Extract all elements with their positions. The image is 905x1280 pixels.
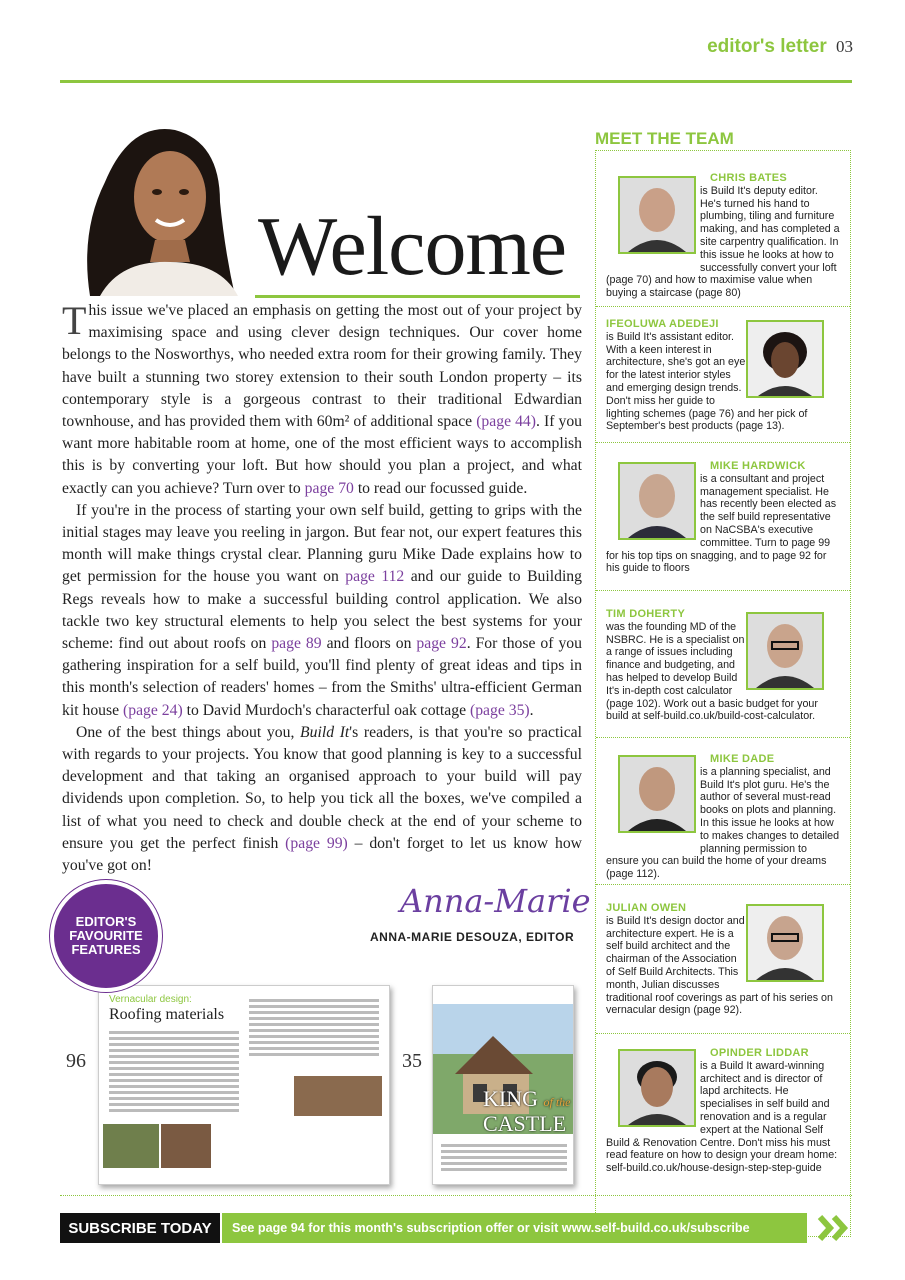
- member-name: JULIAN OWEN: [606, 902, 687, 914]
- magazine-name: Build It: [300, 723, 350, 741]
- letter-paragraph-1: [62, 300, 582, 500]
- team-member: [596, 608, 850, 733]
- page-link[interactable]: (page 35): [469, 701, 530, 719]
- subscribe-button[interactable]: SUBSCRIBE TODAY: [60, 1213, 220, 1243]
- feature-thumbnail-roofing[interactable]: [98, 985, 390, 1185]
- cottage-photo: [161, 1124, 211, 1168]
- double-chevron-right-icon: [815, 1213, 855, 1243]
- badge-line: FEATURES: [71, 942, 141, 957]
- text: If you're in the process of starting your own self build, getting to grips with the initial stages may leave you reeling in jargon. But fear not, our expert features this month will make things crystal clear. Planning guru Mike Dade explains how to get permission for the house you want on: [62, 501, 582, 586]
- signature: Anna-Marie: [400, 882, 591, 920]
- member-name: IFEOLUWA ADEDEJI: [606, 318, 719, 330]
- team-member: [596, 172, 850, 312]
- roof-photo: [294, 1076, 382, 1116]
- page-link[interactable]: (page 99): [285, 834, 348, 852]
- page-link[interactable]: page 89: [271, 635, 322, 653]
- welcome-heading: Welcome: [258, 200, 567, 293]
- member-divider: [596, 306, 850, 307]
- editor-portrait: [60, 112, 250, 296]
- team-member: [596, 1047, 850, 1187]
- member-name: MIKE DADE: [710, 753, 775, 765]
- member-bio: is Build It's deputy editor. He's turned his hand to plumbing, tiling and furniture making, and has completed a site carpentry qualification. In this issue he looks at how to successfully convert your loft (page 70) and how to maximise value when buying a staircase (page 80): [606, 184, 840, 300]
- member-bio: is Build It's assistant editor. With a keen interest in architecture, she's got an eye for the latest interior styles and emerging design trends. Don't miss her guide to lighting schemes (page 76) and her pick of September's best products (page 13).: [606, 330, 808, 433]
- text: – don't forget to let us know how you've got on!: [62, 834, 583, 875]
- text: to David Murdoch's characterful oak cottage: [182, 701, 470, 719]
- editors-letter: [62, 300, 582, 877]
- page-link[interactable]: (page 44): [476, 413, 537, 431]
- text: his issue we've placed an emphasis on getting the most out of your project by maximising space and using clever design techniques. Our cover home belongs to the Nosworthys, who needed extra room for their growing family. They have built a stunning two storey extension to their south London property – its contemporary style is a gorgeous contrast to their traditional Edwardian townhouse, and has provided them with 60m² of additional space: [62, 302, 582, 431]
- letter-paragraph-2: [62, 500, 582, 722]
- text: 's readers, is that you're so practical with regards to your projects. You know that good planning is key to a successful development and that taking an organised approach to your build will pay dividends upon completion. So, to help you tick all the boxes, we've compiled a list of what you need to check and double check at the end of your scheme to ensure you get the perfect finish: [62, 723, 582, 852]
- welcome-underline: [255, 295, 580, 298]
- member-divider: [596, 590, 850, 591]
- member-photo: [746, 612, 824, 690]
- text-column: [441, 1141, 567, 1174]
- member-bio: was the founding MD of the NSBRC. He is a specialist on a range of issues including finance and budgeting, and has helped to develop Build It's in-depth cost calculator (page 102). Work out a basic budget for your build at self-build.co.uk/build-cost-calculator.: [606, 620, 818, 723]
- section-title: editor's letter: [707, 36, 827, 57]
- feature-page-number: 96: [66, 1050, 86, 1072]
- team-member: [596, 460, 850, 590]
- page-link[interactable]: (page 24): [123, 701, 183, 719]
- text: . For those of you gathering inspiration for a self build, you'll find plenty of great ideas and tips in this month's selection of readers' homes – from the Smiths' ultra-efficient German kit house: [62, 635, 582, 719]
- feature-page-number: 35: [402, 1050, 422, 1072]
- page-link[interactable]: page 92: [416, 635, 467, 653]
- member-bio: is Build It's design doctor and architecture expert. He is a self build architect and the chairman of the Association of Self Build Architects. This month, Julian discusses traditional roof coverings as part of his series on vernacular design (page 92).: [606, 914, 833, 1017]
- text: One of the best things about you,: [76, 723, 301, 741]
- footer-divider: [60, 1195, 852, 1196]
- member-photo: [618, 176, 696, 254]
- badge-line: EDITOR'S: [75, 914, 137, 929]
- page-number: 03: [836, 37, 853, 56]
- member-bio: is a consultant and project management specialist. He has recently been elected as the self build representative on NaCSBA's executive committee. Turn to page 99 for his top tips on snagging, and to page 92 for his guide to floors: [606, 472, 837, 575]
- page-link[interactable]: page 112: [345, 568, 405, 586]
- top-divider: [60, 80, 852, 83]
- text-column: [109, 1028, 239, 1115]
- text: . If you want more habitable room at home, one of the most efficient ways to accomplish this is by converting your loft. But how should you plan a project, and what exactly can you achieve? Turn over to: [62, 413, 583, 497]
- member-divider: [596, 737, 850, 738]
- badge-line: FAVOURITE: [69, 928, 143, 943]
- member-name: CHRIS BATES: [710, 172, 788, 184]
- member-bio: is a Build It award-winning architect and is director of lapd architects. He specialises in self build and renovation and is a regular expert at the National Self Build & Renovation Centre. Don't miss his must read feature on how to design your dream home: self-build.co.uk/house-design-step-step-guide: [606, 1059, 838, 1175]
- member-divider: [596, 1033, 850, 1034]
- member-divider: [596, 442, 850, 443]
- favourite-features-badge: [50, 880, 162, 992]
- member-photo: [746, 320, 824, 398]
- subscribe-offer-text[interactable]: See page 94 for this month's subscription offer or visit www.self-build.co.uk/subscribe: [222, 1213, 807, 1243]
- member-photo: [618, 1049, 696, 1127]
- thatch-photo: [103, 1124, 159, 1168]
- member-name: TIM DOHERTY: [606, 608, 686, 620]
- feature-thumbnail-castle[interactable]: [432, 985, 574, 1185]
- member-photo: [618, 755, 696, 833]
- feature-title-3: CASTLE: [483, 1111, 567, 1136]
- member-divider: [596, 884, 850, 885]
- member-photo: [618, 462, 696, 540]
- text: and our guide to Building Regs reveals how to make a successful building control application. We also tackle two key structural elements to help you select the best systems for your scheme: find out about roofs on: [62, 568, 582, 653]
- team-member: [596, 902, 850, 1032]
- team-member: [596, 753, 850, 883]
- feature-title: Roofing materials: [109, 1006, 225, 1023]
- member-bio: is a planning specialist, and Build It's plot guru. He's the author of several must-read books on plots and planning. In this issue he looks at how to makes changes to detailed planning permission to ensure you can build the home of your dreams (page 112).: [606, 765, 840, 881]
- text: to read our focussed guide.: [353, 479, 528, 497]
- member-name: MIKE HARDWICK: [710, 460, 806, 472]
- member-photo: [746, 904, 824, 982]
- text: and floors on: [321, 635, 417, 653]
- letter-paragraph-3: [62, 722, 582, 877]
- editor-name: ANNA-MARIE DESOUZA, EDITOR: [370, 930, 575, 944]
- member-name: OPINDER LIDDAR: [710, 1047, 809, 1059]
- team-member: [596, 318, 850, 448]
- page-link[interactable]: page 70: [304, 479, 354, 497]
- team-title: MEET THE TEAM: [595, 129, 734, 148]
- feature-kicker: Vernacular design:: [109, 994, 192, 1005]
- drop-cap: T: [62, 298, 87, 343]
- section-header: [707, 36, 853, 58]
- feature-title-1: KING: [483, 1086, 538, 1111]
- feature-title-2: of the: [543, 1095, 571, 1109]
- text-column: [249, 996, 379, 1059]
- text: .: [529, 701, 534, 719]
